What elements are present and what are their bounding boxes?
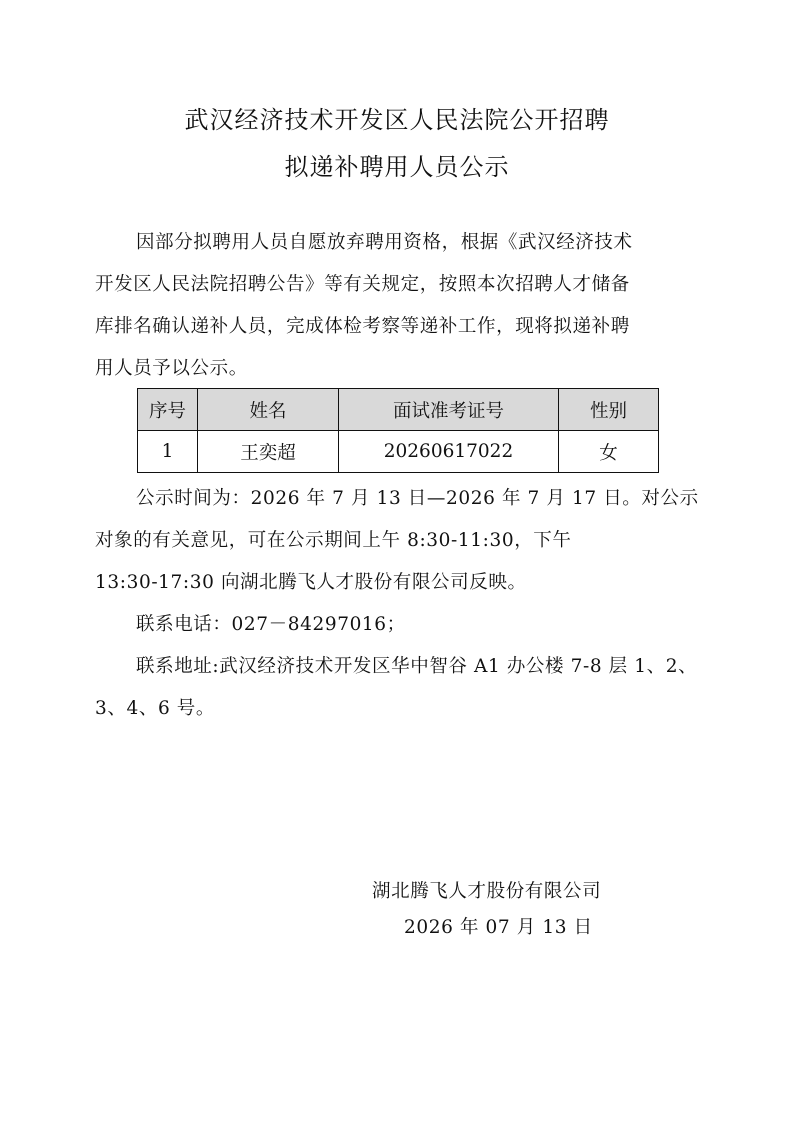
contact-phone: 联系电话：027－84297016； [136,614,406,635]
cell-serial: 1 [138,431,198,473]
cell-gender: 女 [559,431,659,473]
header-serial: 序号 [138,389,198,431]
candidate-table [137,388,659,473]
signature-org: 湖北腾飞人才股份有限公司 [372,881,602,902]
header-name: 姓名 [198,389,339,431]
intro-line: 用人员予以公示。 [95,358,248,379]
intro-line: 因部分拟聘用人员自愿放弃聘用资格，根据《武汉经济技术 [136,232,633,253]
table-row [138,431,659,473]
header-gender: 性别 [559,389,659,431]
cell-name: 王奕超 [198,431,339,473]
notice-line: 公示时间为：2026 年 7 月 13 日—2026 年 7 月 17 日。对公示 [136,488,699,509]
intro-line: 开发区人民法院招聘公告》等有关规定，按照本次招聘人才储备 [95,274,630,295]
table-header-row [138,389,659,431]
intro-line: 库排名确认递补人员，完成体检考察等递补工作，现将拟递补聘 [95,316,630,337]
page-title: 武汉经济技术开发区人民法院公开招聘 [184,106,610,134]
cell-exam-id: 20260617022 [339,431,559,473]
header-exam-id: 面试准考证号 [339,389,559,431]
signature-date: 2026 年 07 月 13 日 [404,917,593,938]
notice-line: 13:30-17:30 向湖北腾飞人才股份有限公司反映。 [95,572,527,593]
address-line: 3、4、6 号。 [95,698,215,719]
page-subtitle: 拟递补聘用人员公示 [284,153,510,181]
address-line: 联系地址:武汉经济技术开发区华中智谷 A1 办公楼 7-8 层 1、2、 [136,656,698,677]
notice-line: 对象的有关意见，可在公示期间上午 8:30-11:30，下午 [95,530,572,551]
